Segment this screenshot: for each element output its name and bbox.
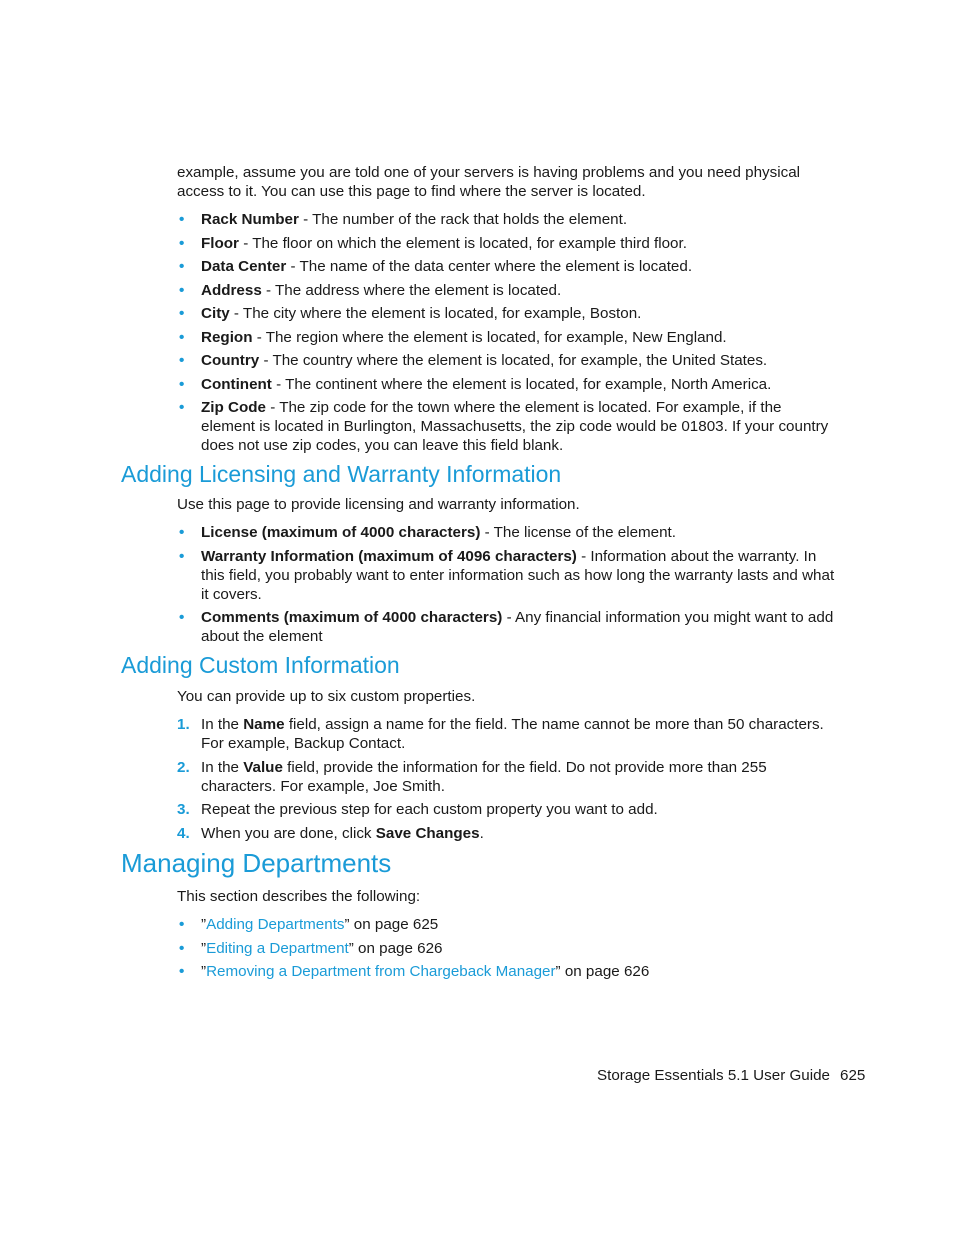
link-removing-department[interactable]: Removing a Department from Chargeback Manager	[206, 963, 556, 980]
list-item	[177, 608, 839, 646]
quote-open: ”	[201, 963, 207, 980]
field-desc: - The floor on which the element is located, for example third floor.	[238, 234, 687, 252]
list-item	[177, 939, 839, 958]
step-text: .	[479, 824, 484, 842]
field-term: License (maximum of 4000 characters)	[201, 524, 481, 541]
field-term: Continent	[201, 375, 272, 393]
step-number: 1.	[177, 716, 190, 733]
step-item	[177, 715, 839, 753]
step-text: In the	[201, 716, 244, 733]
field-desc: - The country where the element is located, for example, the United States.	[259, 352, 768, 369]
step-item	[177, 800, 839, 819]
bullet-icon: •	[179, 258, 185, 275]
departments-heading: Managing Departments	[121, 848, 392, 878]
step-text: field, assign a name for the field. The name cannot be more than 50 characters. For example, Backup Contact.	[201, 716, 824, 752]
bullet-icon: •	[179, 609, 185, 626]
footer-title: Storage Essentials 5.1 User Guide	[597, 1067, 830, 1084]
bullet-icon: •	[179, 375, 185, 393]
step-text: When you are done, click	[201, 824, 376, 842]
list-item	[177, 915, 839, 934]
step-number: 4.	[177, 824, 190, 842]
field-term: Address	[201, 281, 262, 299]
link-editing-department[interactable]: Editing a Department	[206, 939, 349, 957]
field-term: Comments (maximum of 4000 characters)	[201, 609, 503, 626]
field-term: City	[201, 305, 230, 322]
bullet-icon: •	[179, 399, 185, 416]
bullet-icon: •	[179, 352, 185, 369]
step-bold: Value	[243, 758, 283, 776]
page-number: 625	[840, 1067, 866, 1084]
intro-paragraph: example, assume you are told one of your servers is having problems and you need physical access to it. You can use this page to find where the server is located.	[177, 164, 801, 200]
list-item	[177, 210, 839, 229]
bullet-icon: •	[179, 234, 185, 252]
bullet-icon: •	[179, 211, 185, 228]
link-adding-departments[interactable]: Adding Departments	[206, 916, 345, 933]
list-item	[177, 523, 839, 542]
field-desc: - The region where the element is located, for example, New England.	[252, 328, 727, 346]
list-item	[177, 398, 839, 455]
licensing-list	[177, 523, 839, 651]
list-item	[177, 234, 839, 253]
page-ref: ” on page 625	[344, 916, 439, 933]
licensing-heading: Adding Licensing and Warranty Information	[121, 461, 562, 487]
step-bold: Save Changes	[375, 824, 480, 842]
quote-open: ”	[201, 939, 207, 957]
step-number: 2.	[177, 758, 190, 776]
step-item	[177, 758, 839, 796]
field-term: Zip Code	[201, 399, 266, 416]
step-item	[177, 824, 839, 843]
list-item	[177, 962, 839, 981]
field-desc: - The continent where the element is located, for example, North America.	[271, 375, 772, 393]
list-item	[177, 281, 839, 300]
list-item	[177, 257, 839, 276]
bullet-icon: •	[179, 281, 185, 299]
field-term: Country	[201, 352, 260, 369]
page-ref: ” on page 626	[555, 963, 650, 980]
field-desc: - The name of the data center where the element is located.	[286, 258, 693, 275]
location-fields-list	[177, 210, 839, 460]
bullet-icon: •	[179, 328, 185, 346]
custom-steps-list	[177, 715, 839, 847]
page-ref: ” on page 626	[348, 939, 443, 957]
field-term: Region	[201, 328, 253, 346]
step-number: 3.	[177, 801, 190, 818]
list-item	[177, 304, 839, 323]
field-desc: - The zip code for the town where the element is located. For example, if the element is located in Burlington, Massachusetts, the zip code would be 01803. If your country does not use zip codes, you can leave this field blank.	[201, 399, 829, 454]
bullet-icon: •	[179, 524, 185, 541]
bullet-icon: •	[179, 547, 185, 565]
field-term: Warranty Information (maximum of 4096 characters)	[201, 547, 577, 565]
list-item	[177, 375, 839, 394]
field-term: Floor	[201, 234, 239, 252]
field-desc: - Any financial information you might want to add about the element	[201, 609, 834, 645]
bullet-icon: •	[179, 963, 185, 980]
step-text: field, provide the information for the field. Do not provide more than 255 characters. For example, Joe Smith.	[201, 758, 767, 795]
custom-intro: You can provide up to six custom properties.	[177, 688, 476, 705]
list-item	[177, 328, 839, 347]
field-term: Rack Number	[201, 211, 299, 228]
step-text: In the	[201, 758, 244, 776]
field-desc: - The number of the rack that holds the element.	[298, 211, 628, 228]
step-bold: Name	[243, 716, 285, 733]
quote-open: ”	[201, 916, 207, 933]
list-item	[177, 351, 839, 370]
page-footer	[597, 1067, 865, 1084]
field-desc: - The address where the element is located.	[261, 281, 562, 299]
custom-heading: Adding Custom Information	[121, 652, 400, 678]
bullet-icon: •	[179, 916, 185, 933]
field-term: Data Center	[201, 258, 287, 275]
bullet-icon: •	[179, 305, 185, 322]
field-desc: - The city where the element is located, for example, Boston.	[229, 305, 642, 322]
licensing-intro: Use this page to provide licensing and warranty information.	[177, 496, 580, 513]
field-desc: - The license of the element.	[480, 524, 676, 541]
departments-links-list	[177, 915, 839, 986]
field-desc: - Information about the warranty. In this field, you probably want to enter information such as how long the warranty lasts and what it covers.	[201, 547, 835, 603]
departments-intro: This section describes the following:	[177, 888, 421, 905]
bullet-icon: •	[179, 939, 185, 957]
step-text: Repeat the previous step for each custom property you want to add.	[201, 801, 658, 818]
list-item	[177, 547, 839, 604]
